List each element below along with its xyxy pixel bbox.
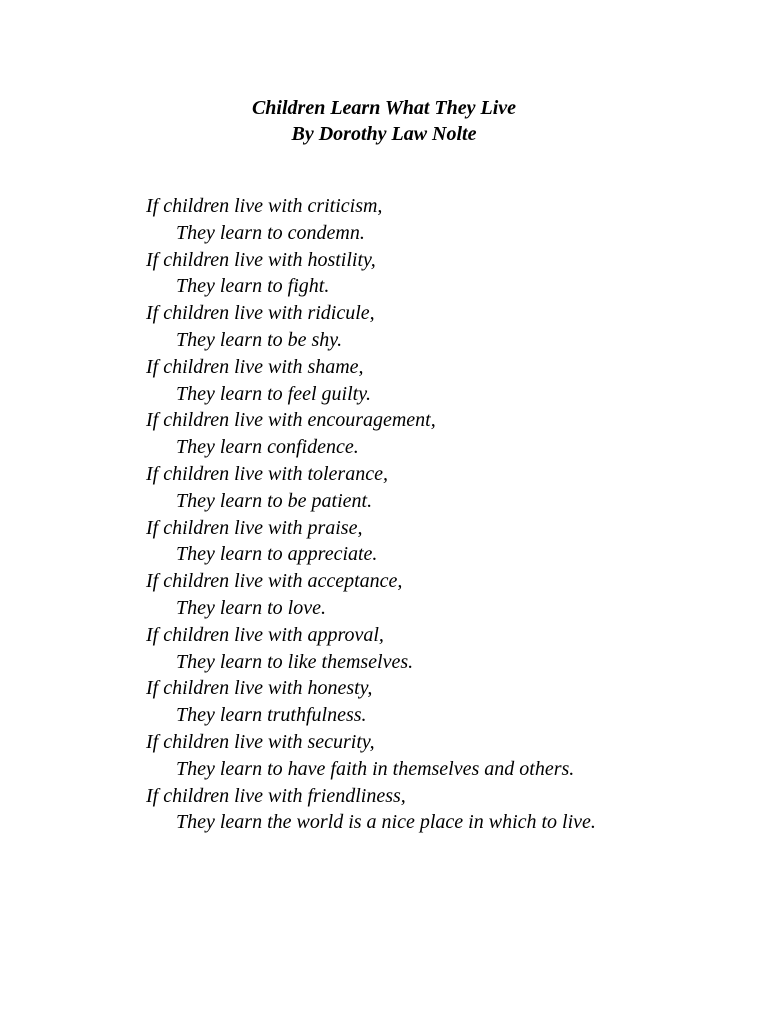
couplet	[146, 407, 746, 461]
poem-title: Children Learn What They Live	[251, 97, 517, 119]
couplet	[146, 247, 746, 301]
condition-line: If children live with friendliness,	[146, 784, 406, 807]
condition-line: If children live with hostility,	[146, 248, 376, 271]
couplet	[146, 675, 746, 729]
condition-line: If children live with tolerance,	[146, 462, 388, 485]
result-line: They learn confidence.	[176, 436, 359, 459]
couplet	[146, 193, 746, 247]
couplet	[146, 783, 746, 837]
condition-line: If children live with ridicule,	[146, 302, 375, 325]
couplet	[146, 729, 746, 783]
result-line: They learn to love.	[176, 596, 326, 619]
condition-line: If children live with shame,	[146, 355, 364, 378]
condition-line: If children live with security,	[146, 730, 375, 753]
couplet	[146, 461, 746, 515]
condition-line: If children live with approval,	[146, 623, 384, 646]
couplet	[146, 300, 746, 354]
result-line: They learn to feel guilty.	[176, 382, 371, 405]
couplet	[146, 354, 746, 408]
poem-body	[146, 193, 746, 836]
condition-line: If children live with praise,	[146, 516, 363, 539]
result-line: They learn to have faith in themselves and others.	[176, 757, 575, 780]
result-line: They learn to fight.	[176, 275, 330, 298]
couplet	[146, 568, 746, 622]
result-line: They learn truthfulness.	[176, 704, 367, 727]
couplet	[146, 515, 746, 569]
result-line: They learn to condemn.	[176, 221, 365, 244]
result-line: They learn the world is a nice place in which to live.	[176, 811, 596, 834]
condition-line: If children live with criticism,	[146, 195, 383, 217]
condition-line: If children live with honesty,	[146, 677, 373, 700]
poem-byline: By Dorothy Law Nolte	[291, 123, 477, 145]
couplet	[146, 622, 746, 676]
result-line: They learn to like themselves.	[176, 650, 414, 673]
result-line: They learn to appreciate.	[176, 543, 378, 566]
title-block	[0, 95, 768, 147]
condition-line: If children live with acceptance,	[146, 570, 403, 593]
result-line: They learn to be shy.	[176, 328, 343, 351]
result-line: They learn to be patient.	[176, 489, 373, 512]
condition-line: If children live with encouragement,	[146, 409, 436, 432]
